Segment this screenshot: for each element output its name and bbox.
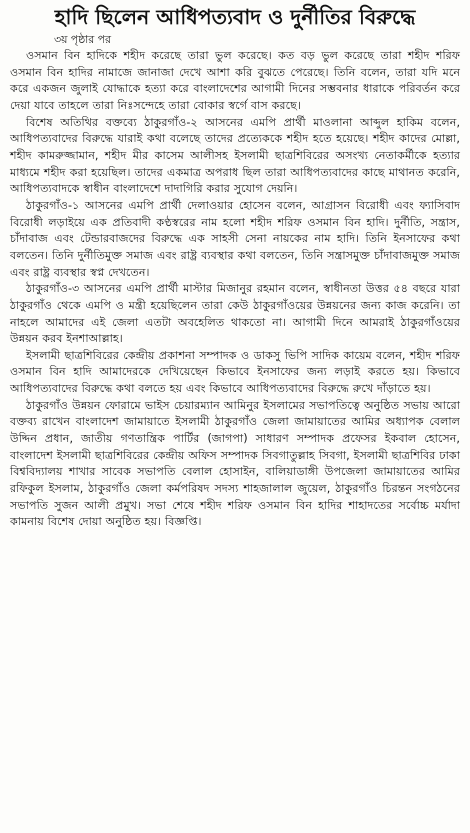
paragraph-speakers-list: ঠাকুরগাঁও উন্নয়ন ফোরামে ভাইস চেয়ারম্যান আমিনুর ইসলামের সভাপতিত্বে অনুষ্ঠিত সভায় আরো বক্তব্য রাখেন বাংলাদেশ জামায়াতে ইসলামী ঠাকুরগাঁও জেলা জামায়াতের আমির অধ্যাপক বেলাল উদ্দিন প্রধান, জাতীয় গণতান্ত্রিক পার্টির (জাগপা) সাধারণ সম্পাদক প্রফেসর ইকবাল হোসেন, বাংলাদেশ ইসলামী ছাত্রশিবিরের কেন্দ্রীয় অফিস সম্পাদক সিবগাতুল্লাহ সিবগা, ইসলামী ছাত্রশিবির ঢাকা বিশ্ববিদ্যালয় শাখার সাবেক সভাপতি বেলাল হোসাইন, বালিয়াডাঙ্গী উপজেলা জামায়াতের আমির রফিকুল ইসলাম, ঠাকুরগাঁও জেলা কর্মপরিষদ সদস্য শাহজালাল জুয়েল, ঠাকুরগাঁও চিরন্তন সংগঠনের সভাপতি সুজন আলী প্রমুখ। সভা শেষে শহীদ শরিফ ওসমান বিন হাদির শাহাদতের সর্বোচ্চ মর্যাদা কামনায় বিশেষ দোয়া অনুষ্ঠিত হয়। বিজ্ঞপ্তি। — [10, 398, 460, 529]
paragraph-delawar-hossain: ঠাকুরগাঁও-১ আসনের এমপি প্রার্থী দেলাওয়ার হোসেন বলেন, আগ্রাসন বিরোধী এবং ফ্যাসিবাদ বিরোধী লড়াইয়ে এক প্রতিবাদী কণ্ঠস্বরের নাম হলো শহীদ শরিফ ওসমান বিন হাদি। দুর্নীতি, সন্ত্রাস, চাঁদাবাজ এবং টেন্ডারবাজদের বিরুদ্ধে এক সাহসী সেনা নায়কের নাম হাদি। তিনি ইনসাফের কথা বলতেন। তিনি দুর্নীতিমুক্ত সমাজ এবং রাষ্ট্র ব্যবস্থার কথা বলতেন, তিনি সন্ত্রাসমুক্ত চাঁদাবাজমুক্ত সমাজ এবং রাষ্ট্র ব্যবস্থার স্বপ্ন দেখতেন। — [10, 198, 460, 279]
headline: হাদি ছিলেন আধিপত্যবাদ ও দুর্নীতির বিরুদ্ধে — [54, 5, 416, 29]
paragraph-mizanur-rahman: ঠাকুরগাঁও-৩ আসনের এমপি প্রার্থী মাস্টার মিজানুর রহমান বলেন, স্বাধীনতা উত্তর ৫৪ বছরে যারা ঠাকুরগাঁও থেকে এমপি ও মন্ত্রী হয়েছিলেন তারা কেউ ঠাকুরগাঁওয়ের উন্নয়নের জন্য কাজ করেনি। তা নাহলে আমাদের এই জেলা এতটা অবহেলিত থাকতো না। আগামী দিনে আমরাই ঠাকুরগাঁওয়ের উন্নয়ন করব ইনশাআল্লাহ। — [10, 282, 460, 346]
article-body — [10, 48, 460, 531]
paragraph-abdul-hakim: বিশেষ অতিথির বক্তব্যে ঠাকুরগাঁও-২ আসনের এমপি প্রার্থী মাওলানা আব্দুল হাকিম বলেন, আধিপত্যবাদের বিরুদ্ধে যারাই কথা বলেছে তাদের প্রত্যেককে শহীদ হতে হয়েছে। শহীদ কাদের মোল্লা, শহীদ কামরুজ্জামান, শহীদ মীর কাসেম আলীসহ ইসলামী ছাত্রশিবিরের অসংখ্য নেতাকর্মীকে হত্যার মাধ্যমে শহীদ করা হয়েছিল। তাদের একমাত্র অপরাধ ছিল তারা আধিপত্যবাদের কাছে মাথানত করেনি, আধিপত্যবাদকে স্বাধীন বাংলাদেশে দাদাগিরি করার সুযোগ দেয়নি। — [10, 115, 460, 196]
continued-from-page: ৩য় পৃষ্ঠার পর — [54, 33, 111, 46]
paragraph-sadik-kayem: ইসলামী ছাত্রশিবিরের কেন্দ্রীয় প্রকাশনা সম্পাদক ও ডাকসু ভিপি সাদিক কায়েম বলেন, শহীদ শরিফ ওসমান বিন হাদি আমাদেরকে দেখিয়েছেন কিভাবে ইনসাফের জন্য লড়াই করতে হয়। কিভাবে আধিপত্যবাদের বিরুদ্ধে কথা বলতে হয় এবং কিভাবে আধিপত্যবাদের বিরুদ্ধে রুখে দাঁড়াতে হয়। — [10, 348, 460, 396]
paragraph-hadi-mistake: ওসমান বিন হাদিকে শহীদ করেছে তারা ভুল করেছে। কত বড় ভুল করেছে তারা শহীদ শরিফ ওসমান বিন হাদির নামাজে জানাজা দেখে আশা করি বুঝতে পেরেছে। তিনি বলেন, তারা যদি মনে করে একজন জুলাই যোদ্ধাকে হত্যা করে বাংলাদেশের আগামী দিনের সম্ভবনার ধারাকে পরিবর্তন করে দেয়া যাবে তাহলে তারা নিঃসন্দেহে তারা বোকার স্বর্গে বাস করছে। — [10, 49, 460, 112]
